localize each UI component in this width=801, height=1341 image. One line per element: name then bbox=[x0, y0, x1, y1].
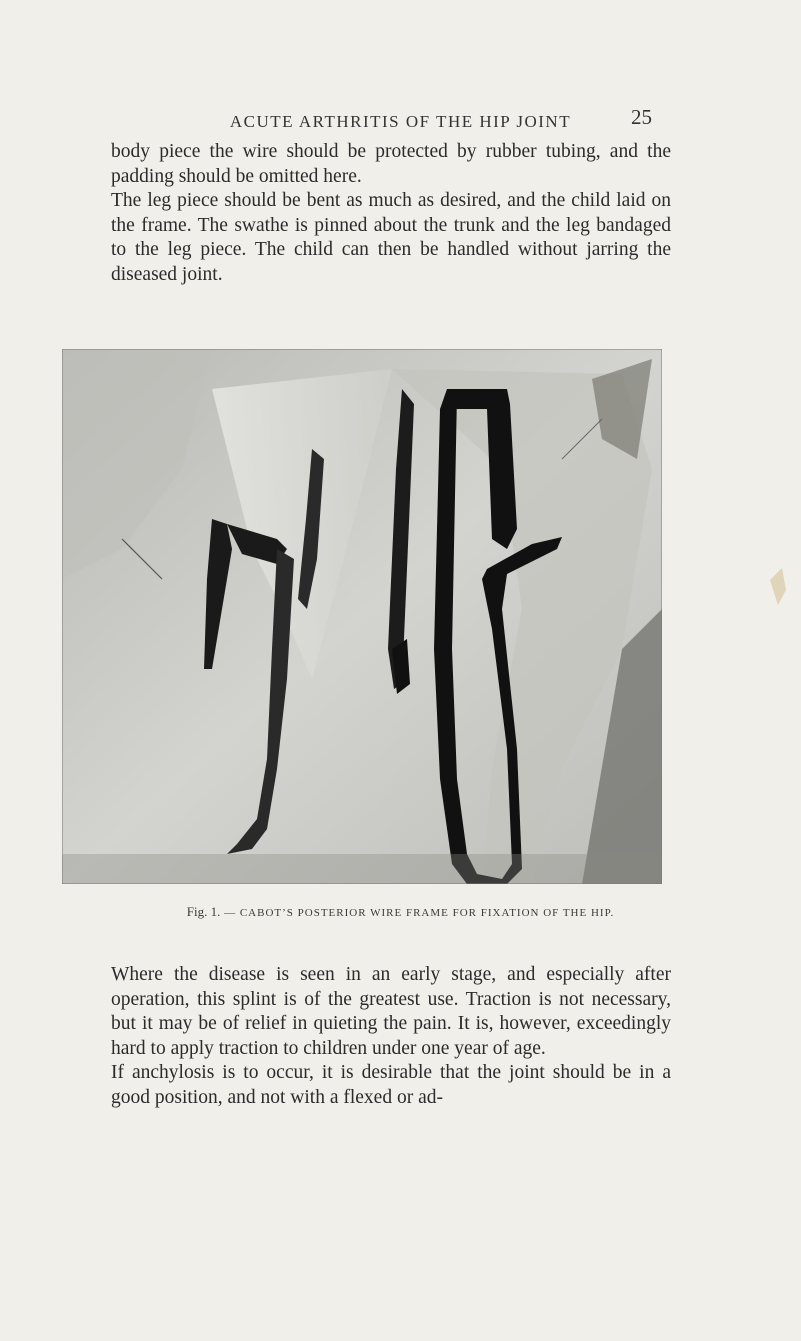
figure-photograph bbox=[62, 349, 662, 884]
figure-label: Fig. 1. bbox=[186, 904, 221, 919]
paragraph-3: Where the disease is seen in an early stage, and especially after operation, this splint is of the greatest use. Traction is not necessary, but it may be of relief in quieting the pain. It is, however, exceedingly hard to apply traction to children under one year of age. bbox=[111, 964, 671, 1059]
paragraph-1: body piece the wire should be protected by rubber tubing, and the padding should be omitted here. bbox=[111, 141, 671, 187]
paragraph-2: The leg piece should be bent as much as desired, and the child laid on the frame. The swathe is pinned about the trunk and the leg bandaged to the leg piece. The child can then be handled without jarring the diseased joint. bbox=[111, 190, 671, 285]
body-text-top bbox=[111, 140, 671, 287]
page-edge-mark bbox=[768, 560, 788, 610]
running-head: ACUTE ARTHRITIS OF THE HIP JOINT bbox=[229, 112, 572, 131]
paragraph-4: If anchylosis is to occur, it is desirable that the joint should be in a good position, and not with a flexed or ad- bbox=[111, 1062, 671, 1108]
figure-caption-text: — CABOT’S POSTERIOR WIRE FRAME FOR FIXATION OF THE HIP. bbox=[224, 907, 615, 919]
figure-caption bbox=[0, 904, 801, 920]
page-number: 25 bbox=[631, 105, 652, 129]
wire-frame-photo bbox=[62, 349, 662, 884]
body-text-bottom bbox=[111, 963, 671, 1110]
